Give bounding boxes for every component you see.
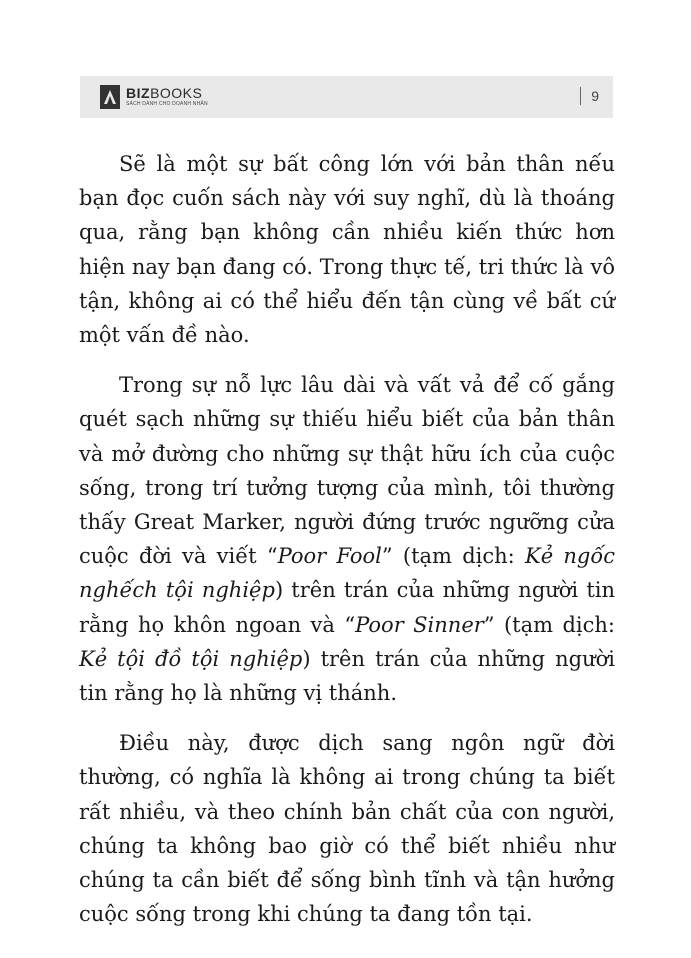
body-text: [79, 147, 615, 947]
paragraph-1: Sẽ là một sự bất công lớn với bản thân nếu bạn đọc cuốn sách này với suy nghĩ, dù là thoáng qua, rằng bạn không cần nhiều kiến thức hơn hiện nay bạn đang có. Trong thực tế, tri thức là vô tận, không ai có thể hiểu đến tận cùng về bất cứ một vấn đề nào.: [79, 152, 615, 348]
italic-phrase: Kẻ ngốc nghếch tội nghiệp: [79, 544, 615, 603]
italic-phrase: Kẻ tội đồ tội nghiệp: [79, 646, 303, 671]
italic-phrase: Poor Fool: [277, 544, 382, 569]
brand-name: BIZBOOKS: [126, 85, 203, 101]
paragraph-3: Điều này, được dịch sang ngôn ngữ đời thường, có nghĩa là không ai trong chúng ta biết rất nhiều, và theo chính bản chất của con người, chúng ta không bao giờ có thể biết nhiều như chúng ta cần biết để sống bình tĩnh và tận hưởng cuộc sống trong khi chúng ta đang tồn tại.: [79, 731, 615, 927]
paragraph-2: Trong sự nỗ lực lâu dài và vất vả để cố gắng quét sạch những sự thiếu hiểu biết của bản thân và mở đường cho những sự thật hữu ích của cuộc sống, trong trí tưởng tượng của mình, tôi thường thấy Great Marker, người đứng trước ngưỡng cửa cuộc đời và viết “Poor Fool” (tạm dịch: Kẻ ngốc nghếch tội nghiệp) trên trán của những người tin rằng họ khôn ngoan và “Poor Sinner” (tạm dịch: Kẻ tội đồ tội nghiệp) trên trán của những người tin rằng họ là những vị thánh.: [79, 373, 616, 706]
brand-tagline: SÁCH DÀNH CHO DOANH NHÂN: [126, 101, 208, 107]
italic-phrase: Poor Sinner: [355, 612, 484, 637]
page-number-block: [580, 87, 599, 105]
publisher-logo: [100, 84, 208, 110]
bizbooks-logo-icon: [100, 85, 120, 109]
header-divider: [580, 87, 581, 105]
running-header: [80, 76, 613, 118]
page-number: 9: [591, 88, 599, 104]
